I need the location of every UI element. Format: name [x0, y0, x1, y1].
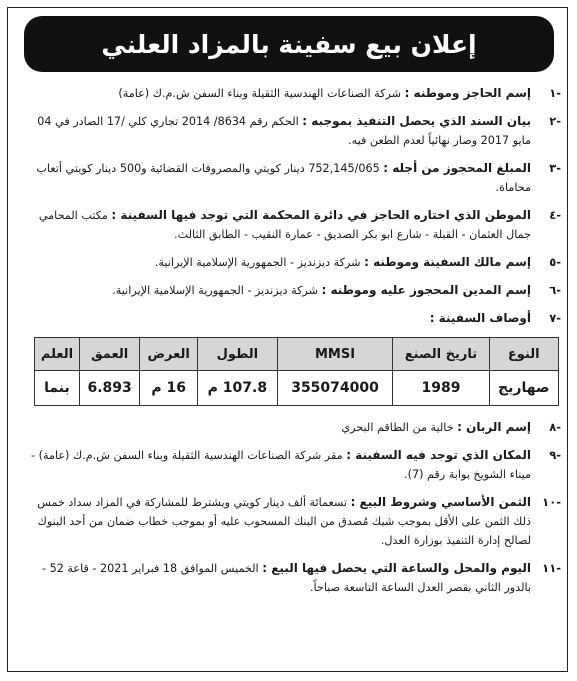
item-label: أوصاف السفينة :	[429, 311, 531, 325]
item-label: المبلغ المحجوز من أجله :	[383, 161, 531, 175]
announcement-title: إعلان بيع سفينة بالمزاد العلني	[24, 16, 554, 72]
list-item	[16, 112, 561, 150]
table-header-cell: تاريخ الصنع	[393, 338, 489, 371]
table-header-cell: العلم	[35, 338, 80, 371]
item-label: بيان السند الذي يحصل التنفيذ بموجبه :	[302, 114, 531, 128]
item-label: إسم الربان :	[457, 420, 531, 434]
list-item	[16, 493, 561, 550]
item-text: مكتب المحامي جمال العثمان - القبلة - شارع ابو بكر الصديق - عمارة النقيب - الطابق الثالث.	[38, 209, 531, 241]
table-cell: 107.8 م	[198, 371, 278, 406]
item-text: شركة ديزنديز - الجمهورية الإسلامية الإيرانية.	[112, 284, 322, 297]
table-header-cell: الطول	[198, 338, 278, 371]
item-number: -٨	[549, 420, 561, 434]
item-number: -١٠	[542, 495, 561, 509]
item-text: شركة الصناعات الهندسية الثقيلة وبناء السفن ش.م.ك (عامة)	[118, 87, 405, 100]
table-header-cell: MMSI	[277, 338, 393, 371]
list-item	[16, 446, 561, 484]
item-label: المكان الذي توجد فيه السفينة :	[346, 448, 531, 462]
item-text: تسعمائة ألف دينار كويتي ويشترط للمشاركة في المزاد سداد خمس ذلك الثمن على الأقل بموجب شيك مُصدق من البنك المسحوب عليه أو بموجب خطاب ضمان من أحد البنوك لصالح إدارة التنفيذ بوزارة العدل.	[37, 496, 531, 547]
item-number: -٣	[549, 161, 561, 175]
item-label: إسم مالك السفينة وموطنه :	[364, 255, 531, 269]
list-item	[16, 309, 561, 328]
list-item	[16, 253, 561, 272]
item-label: إسم المدين المحجوز عليه وموطنه :	[321, 283, 531, 297]
list-item	[16, 418, 561, 437]
item-label: إسم الحاجز وموطنه :	[404, 86, 531, 100]
table-cell: 355074000	[277, 371, 393, 406]
table-cell: صهاريج	[489, 371, 558, 406]
table-cell: 1989	[393, 371, 489, 406]
list-item	[16, 84, 561, 103]
table-header-row	[35, 338, 559, 371]
item-label: اليوم والمحل والساعة التي يحصل فيها البيع :	[262, 561, 531, 575]
ship-specs-table	[34, 337, 559, 406]
table-header-cell: العرض	[140, 338, 198, 371]
item-number: -٦	[549, 283, 561, 297]
list-item	[16, 559, 561, 597]
list-item	[16, 206, 561, 244]
table-cell: 16 م	[140, 371, 198, 406]
table-header-cell: العمق	[79, 338, 139, 371]
item-label: الموطن الذي اختاره الحاجز في دائرة المحكمة التي توجد فيها السفينة :	[111, 208, 531, 222]
table-cell: 6.893	[79, 371, 139, 406]
item-text: شركة ديزنديز - الجمهورية الإسلامية الإيرانية.	[154, 256, 365, 269]
item-number: -٩	[549, 448, 561, 462]
item-number: -١	[549, 86, 561, 100]
table-header-cell: النوع	[489, 338, 558, 371]
list-item	[16, 281, 561, 300]
item-text: مقر شركة الصناعات الهندسية الثقيلة وبناء السفن ش.م.ك (عامة) - ميناء الشويخ بوابة رقم (7).	[31, 449, 531, 481]
item-number: -٢	[549, 114, 561, 128]
item-label: الثمن الأساسي وشروط البيع :	[350, 495, 531, 509]
announcement-body	[16, 84, 561, 606]
item-text: 752,145/065 دينار كويتي والمصروفات القضائية و500 دينار كويتي أتعاب محاماة.	[36, 162, 531, 194]
item-number: -٧	[549, 311, 561, 325]
item-text: الخميس الموافق 18 فبراير 2021 - قاعة 52 - بالدور الثاني بقصر العدل الساعة التاسعة صباحاً.	[42, 562, 531, 594]
table-cell: بنما	[35, 371, 80, 406]
item-number: -٥	[549, 255, 561, 269]
item-text: خالية من الطاقم البحري	[341, 421, 458, 434]
list-item	[16, 159, 561, 197]
item-text: الحكم رقم 8634/ 2014 تجاري كلي /17 الصادر في 04 مايو 2017 وصار نهائياً لعدم الطعن فيه.	[37, 115, 531, 147]
item-number: -٤	[549, 208, 561, 222]
item-number: -١١	[542, 561, 561, 575]
table-row	[35, 371, 559, 406]
